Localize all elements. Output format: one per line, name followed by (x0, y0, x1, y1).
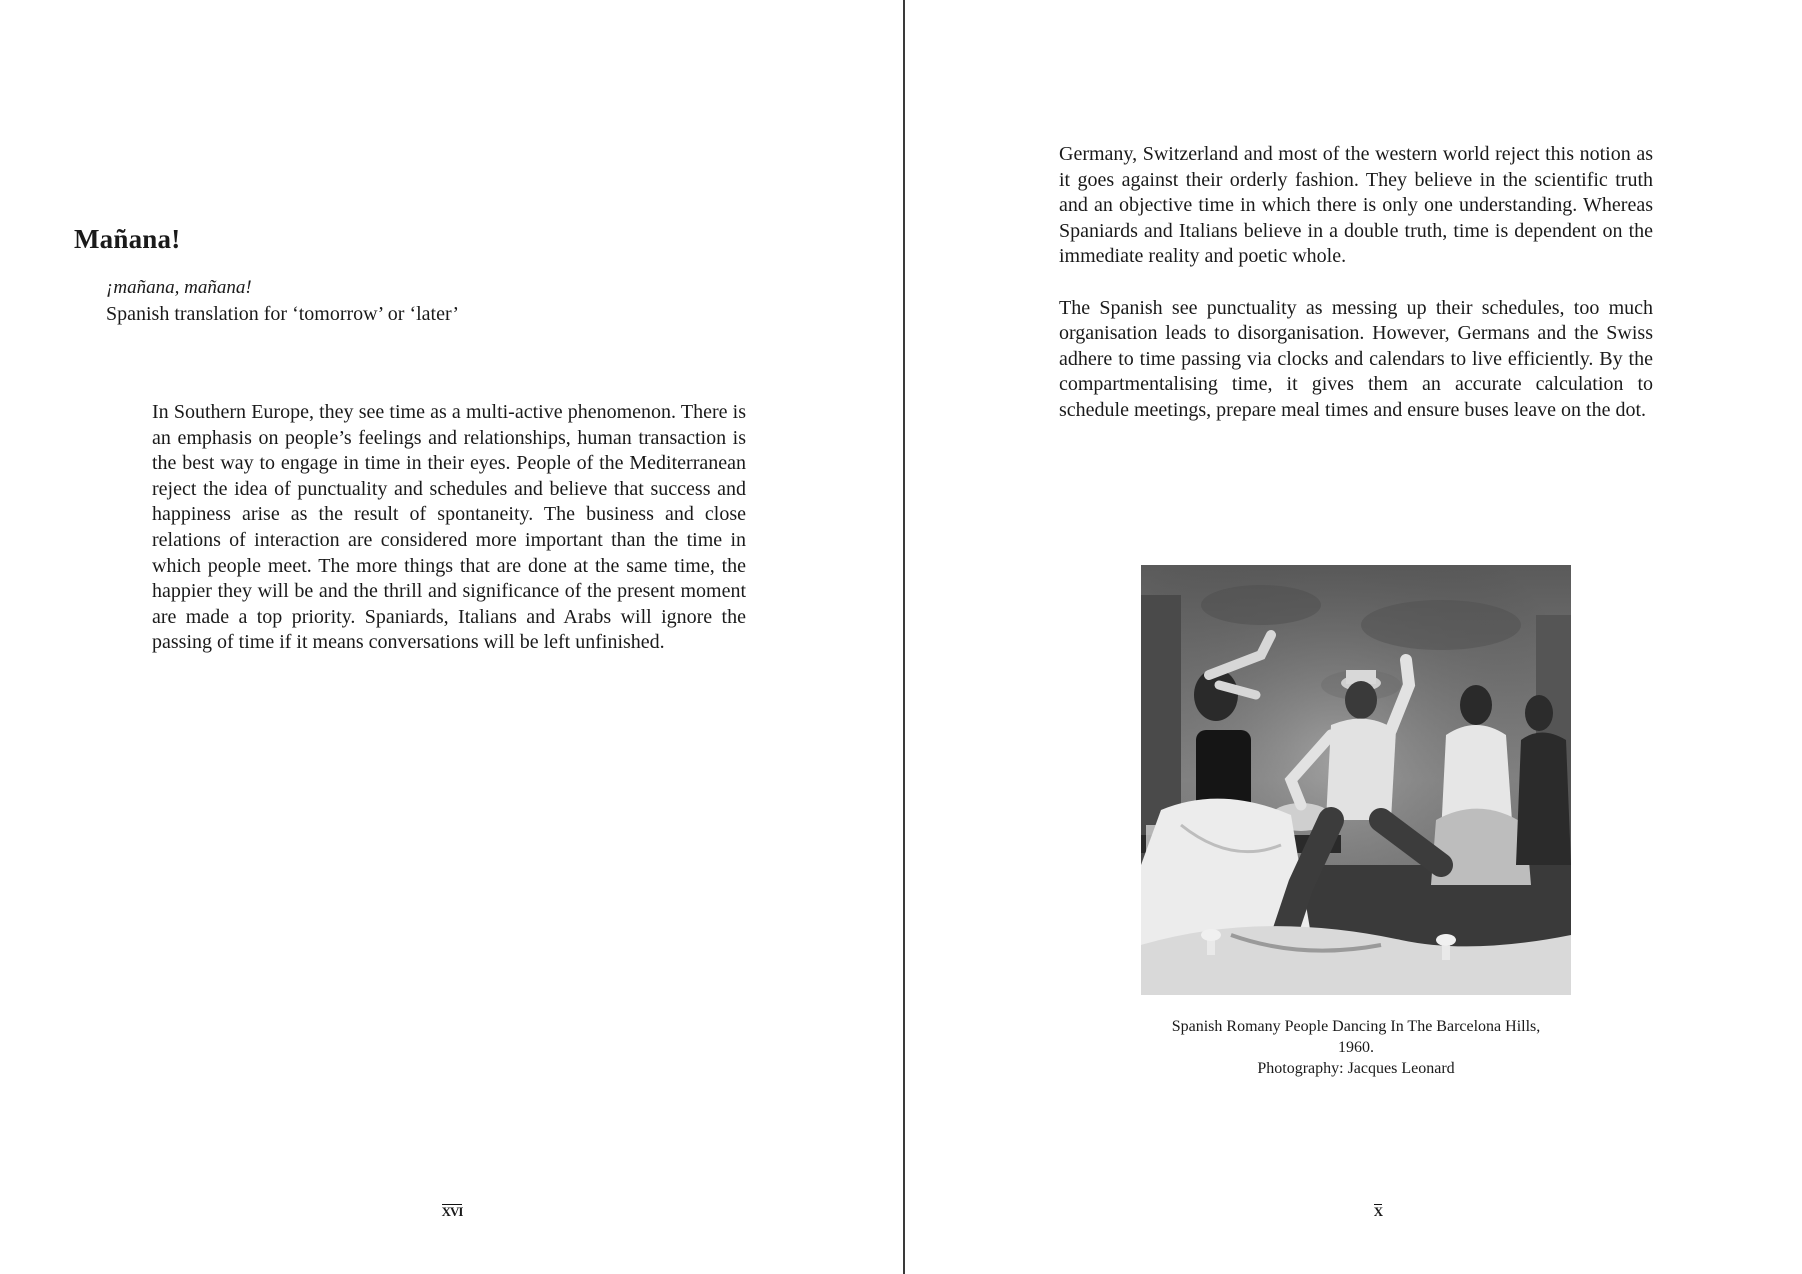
body-paragraph: The Spanish see punctuality as messing up their schedules, too much organisation leads to disorganisation. However, Germans and the Swiss adhere to time passing via clocks and calendars to live efficiently. By the compartmentalising time, it gives them an accurate calculation to schedule meetings, prepare meal times and ensure buses leave on the dot. (1059, 296, 1653, 421)
body-paragraph: Germany, Switzerland and most of the western world reject this notion as it goes against their orderly fashion. They believe in the scientific truth and an objective time in which there is only one understanding. Whereas Spaniards and Italians believe in a double truth, time is dependent on the immediate reality and poetic whole. (1059, 143, 1653, 268)
photo-caption (1141, 1016, 1571, 1079)
page-number-right (1358, 1204, 1398, 1220)
right-page (905, 0, 1802, 1274)
caption-line: Spanish Romany People Dancing In The Barcelona Hills, (1171, 1018, 1541, 1035)
page-number-left (432, 1204, 472, 1220)
body-text (1059, 142, 1653, 449)
photograph-illustration (1141, 565, 1571, 995)
page-number-label: XVI (441, 1204, 463, 1219)
definition-meaning: Spanish translation for ‘tomorrow’ or ‘later’ (106, 303, 460, 325)
caption-credit: Photography: Jacques Leonard (1257, 1060, 1455, 1077)
caption-line: 1960. (1338, 1039, 1374, 1056)
definition-term: ¡mañana, mañana! (106, 277, 252, 298)
body-paragraph: In Southern Europe, they see time as a multi-active phenomenon. There is an emphasis on people’s feelings and relationships, human transaction is the best way to engage in time in their eyes. People of the Mediterranean reject the idea of punctuality and schedules and believe that success and happiness arise as the result of spontaneity. The business and close relations of interaction are considered more important than the time in which people meet. The more things that are done at the same time, the happier they will be and the thrill and significance of the present moment are made a top priority. Spaniards, Italians and Arabs will ignore the passing of time if it means conversations will be left unfinished. (152, 401, 746, 654)
page-title: Mañana! (74, 224, 181, 254)
photo-dancing-couple (1141, 565, 1571, 995)
definition-block (106, 274, 459, 328)
page-number-label: X (1373, 1204, 1383, 1219)
